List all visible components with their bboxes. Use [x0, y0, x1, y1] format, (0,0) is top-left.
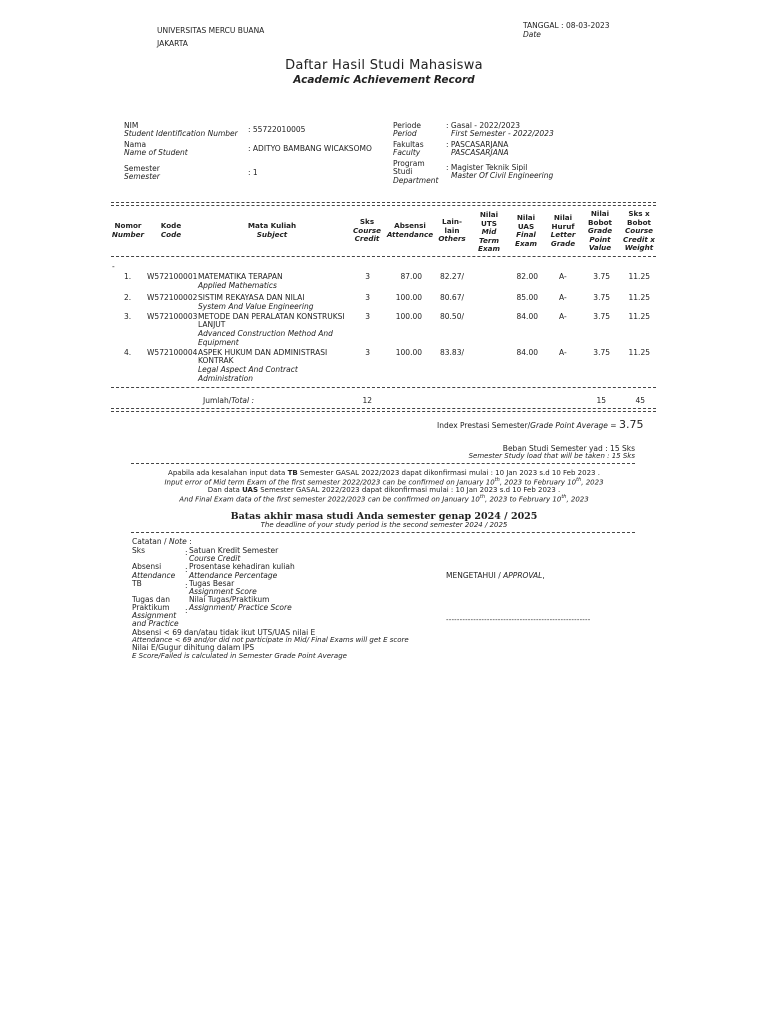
- header-text-en: Grade: [587, 226, 613, 235]
- row-subject: SISTIM REKAYASA DAN NILAI: [198, 293, 305, 302]
- notice-sup: th: [576, 477, 582, 483]
- header-text-en: Weight: [624, 243, 654, 252]
- row-number: 1.: [124, 272, 132, 281]
- row-credit: 3: [365, 272, 370, 281]
- row-letter: A-: [559, 348, 567, 357]
- note-term: Sks: [132, 546, 146, 555]
- notes-title: [132, 537, 192, 546]
- row-letter: A-: [559, 312, 567, 321]
- row-subject-en-line2: Administration: [198, 374, 254, 383]
- row-uas: 84.00: [516, 348, 538, 357]
- row-subject-line2: LANJUT: [198, 320, 226, 329]
- total-weight: 45: [635, 396, 645, 405]
- col-code-header: [150, 222, 192, 239]
- faculty-label-en: Faculty: [393, 148, 421, 157]
- notice-sup: th: [494, 477, 500, 483]
- notice-text: Input error of Mid term Exam of the first semester 2022/2023 can be confirmed on January 10: [164, 478, 495, 487]
- col-weight-header: [619, 210, 659, 253]
- notice-text: , 2023: [566, 495, 589, 504]
- total-credit: 12: [362, 396, 372, 405]
- semester-value: : 1: [248, 168, 258, 177]
- header-text-en: Exam: [515, 238, 537, 248]
- name-label-en: Name of Student: [124, 148, 188, 157]
- print-date: TANGGAL : 08-03-2023: [523, 21, 610, 30]
- row-others: 82.27/: [440, 272, 464, 281]
- header-text: Bobot: [588, 217, 612, 227]
- note-term: Absensi: [132, 562, 162, 571]
- note-definition-en: Course Credit: [189, 554, 241, 563]
- note-definition-en: Attendance Percentage: [189, 571, 278, 580]
- note-definition: Satuan Kredit Semester: [189, 546, 279, 555]
- study-load: Beban Studi Semester yad : 15 Sks: [502, 444, 635, 453]
- approval-signature-line: -----------------------------------------------------: [446, 616, 591, 624]
- total-label-text: Jumlah/: [203, 396, 232, 405]
- notice-rule: [131, 463, 635, 464]
- row-point: 3.75: [593, 272, 610, 281]
- note-rule-text-en: Attendance < 69 and/or did not participate in Mid/ Final Exams will get E score: [132, 636, 409, 644]
- approval-label-text: MENGETAHUI /: [446, 571, 504, 580]
- program-value: : Magister Teknik Sipil: [446, 163, 528, 172]
- row-subject: METODE DAN PERALATAN KONSTRUKSI: [198, 312, 345, 321]
- notice-line: [100, 486, 668, 494]
- faculty-label: Fakultas: [393, 140, 424, 149]
- study-load-en: Semester Study load that will be taken : 15 Sks: [468, 452, 635, 460]
- row-credit: 3: [365, 348, 370, 357]
- notice-line-en: [100, 494, 668, 503]
- row-uas: 82.00: [516, 272, 538, 281]
- notice-text: , 2023: [581, 478, 604, 487]
- notice-text: And Final Exam data of the first semester 2022/2023 can be confirmed on January 10: [179, 495, 480, 504]
- note-rule-text-en: E Score/Failed is calculated in Semester Grade Point Average: [132, 652, 347, 660]
- row-credit: 3: [365, 312, 370, 321]
- note-term-en: Attendance: [132, 571, 176, 580]
- header-text-en: Attendance: [386, 229, 434, 239]
- program-label-en: Department: [393, 176, 439, 185]
- header-text-en: Exam: [478, 244, 500, 253]
- print-date-en: Date: [523, 30, 541, 39]
- notes-title-text: Catatan /: [132, 537, 169, 546]
- note-definition-en: Assignment Score: [189, 587, 257, 596]
- gpa-line: [437, 418, 643, 431]
- table-header-rule: [111, 256, 656, 257]
- header-text: Nilai: [516, 213, 536, 222]
- note-colon: :: [185, 581, 188, 590]
- header-text: Nilai: [553, 213, 573, 222]
- total-label-en: Total :: [231, 396, 255, 405]
- header-text-en: Letter: [550, 230, 576, 239]
- header-text: Absensi: [394, 221, 426, 230]
- header-text: Nilai: [479, 210, 499, 219]
- notice-sup: th: [479, 494, 486, 500]
- row-letter: A-: [559, 272, 567, 281]
- header-text-en: Credit x: [623, 234, 655, 244]
- notice-text: , 2023 to February 10: [485, 495, 562, 504]
- program-value-en: Master Of Civil Engineering: [451, 171, 554, 180]
- notes-title-end: :: [186, 537, 192, 546]
- header-text: Nomor: [114, 221, 142, 230]
- notice-text: Semester GASAL 2022/2023 dapat dikonfirmasi mulai : 10 Jan 2023 s.d 10 Feb 2023 .: [258, 486, 561, 494]
- row-point: 3.75: [593, 293, 610, 302]
- row-subject-en-line2: Equipment: [198, 338, 239, 347]
- faculty-value: : PASCASARJANA: [446, 140, 509, 149]
- program-label-2: Studi: [393, 167, 413, 176]
- approval-label-end: ,: [542, 571, 545, 580]
- row-attendance: 100.00: [395, 312, 422, 321]
- header-text-en: Code: [160, 229, 182, 239]
- row-subject: ASPEK HUKUM DAN ADMINISTRASI: [198, 348, 328, 357]
- header-text: UTS: [481, 218, 497, 228]
- notice-text-bold: UAS: [242, 486, 259, 494]
- header-text-en: Point: [589, 234, 611, 244]
- header-text-en: Grade: [550, 238, 576, 248]
- notice-text-bold: TB: [287, 469, 298, 477]
- header-text: Kode: [160, 221, 182, 230]
- gpa-label: Index Prestasi Semester/: [437, 421, 531, 430]
- row-weight: 11.25: [628, 293, 650, 302]
- row-number: 2.: [124, 293, 132, 302]
- semester-label: Semester: [124, 164, 160, 173]
- row-subject-en: Advanced Construction Method And: [198, 329, 333, 338]
- row-subject-line2: KONTRAK: [198, 356, 234, 365]
- header-text: Mata Kuliah: [247, 221, 297, 230]
- name-label: Nama: [124, 140, 147, 149]
- row-code: W572100004: [147, 348, 198, 357]
- row-code: W572100001: [147, 272, 198, 281]
- row-letter: A-: [559, 293, 567, 302]
- note-definition: Nilai Tugas/Praktikum: [189, 595, 270, 604]
- header-text-en: Term: [479, 235, 499, 245]
- notice-line-en: [100, 477, 668, 486]
- period-label-en: Period: [393, 129, 417, 138]
- period-value-en: First Semester - 2022/2023: [451, 129, 554, 138]
- row-number: 4.: [124, 348, 132, 357]
- study-deadline-en: The deadline of your study period is the second semester 2024 / 2025: [260, 521, 508, 529]
- col-uts-header: [474, 211, 504, 254]
- row-weight: 11.25: [628, 348, 650, 357]
- header-text: Bobot: [627, 217, 651, 227]
- nim-label: NIM: [124, 121, 139, 130]
- page-subtitle: Academic Achievement Record: [293, 74, 475, 86]
- notes-title-en: Note: [168, 537, 187, 546]
- header-text: Sks x: [628, 209, 650, 218]
- row-others: 83.83/: [440, 348, 464, 357]
- col-credit-header: [350, 218, 384, 244]
- header-text-en: Course: [352, 225, 382, 235]
- row-subject: MATEMATIKA TERAPAN: [198, 272, 283, 281]
- col-letter-header: [547, 214, 579, 248]
- note-term-line2: Praktikum: [132, 603, 170, 612]
- note-definition: Prosentase kehadiran kuliah: [189, 562, 295, 571]
- row-number: 3.: [124, 312, 132, 321]
- header-text-en: Credit: [354, 234, 380, 243]
- period-label: Periode: [393, 121, 422, 130]
- note-term: TB: [132, 579, 142, 588]
- row-weight: 11.25: [628, 272, 650, 281]
- note-term: Tugas dan: [132, 595, 170, 604]
- period-value: : Gasal - 2022/2023: [446, 121, 521, 130]
- university-name: UNIVERSITAS MERCU BUANA: [157, 26, 265, 35]
- row-attendance: 100.00: [395, 348, 422, 357]
- row-uas: 84.00: [516, 312, 538, 321]
- row-attendance: 87.00: [400, 272, 422, 281]
- gpa-label-en: Grade Point Average =: [530, 421, 617, 430]
- header-text-en: Course: [624, 226, 654, 235]
- row-point: 3.75: [593, 312, 610, 321]
- col-subject-header: [230, 222, 314, 239]
- row-point: 3.75: [593, 348, 610, 357]
- note-definition-en: Assignment/ Practice Score: [189, 603, 292, 612]
- notice-line: [100, 469, 668, 477]
- row-attendance: 100.00: [395, 293, 422, 302]
- page-title: Daftar Hasil Studi Mahasiswa: [285, 58, 483, 73]
- notice-text: Dan data: [207, 486, 243, 494]
- row-credit: 3: [365, 293, 370, 302]
- row-code: W572100002: [147, 293, 198, 302]
- row-uas: 85.00: [516, 293, 538, 302]
- notice-text: , 2023 to February 10: [499, 478, 577, 487]
- header-text: Huruf: [551, 221, 575, 231]
- program-label: Program: [393, 159, 425, 168]
- header-text-en: Value: [588, 243, 612, 252]
- header-text-en: Mid: [481, 227, 497, 236]
- header-text: Sks: [359, 217, 375, 226]
- note-colon: :: [185, 606, 188, 615]
- row-others: 80.50/: [440, 312, 464, 321]
- table-top-rule: [111, 202, 656, 206]
- row-code: W572100003: [147, 312, 198, 321]
- nim-value: : 55722010005: [248, 125, 306, 134]
- name-value: : ADITYO BAMBANG WICAKSOMO: [248, 144, 372, 153]
- header-text: Lain-: [442, 217, 462, 226]
- note-term-en: Assignment: [132, 611, 177, 620]
- approval-label-en: APPROVAL: [503, 571, 543, 580]
- notice-text: Apabila ada kesalahan input data: [168, 469, 288, 477]
- gpa-value: 3.75: [618, 418, 644, 431]
- col-others-header: [436, 218, 468, 244]
- note-colon: :: [185, 548, 188, 557]
- total-label: [203, 396, 254, 405]
- row-subject-en: Applied Mathematics: [198, 281, 277, 290]
- row-others: 80.67/: [440, 293, 464, 302]
- col-point-header: [584, 210, 616, 253]
- row-weight: 11.25: [628, 312, 650, 321]
- study-deadline: Batas akhir masa studi Anda semester genap 2024 / 2025: [230, 511, 538, 522]
- approval-label: [446, 571, 545, 580]
- total-point: 15: [596, 396, 606, 405]
- table-dash-mark: -: [112, 262, 115, 271]
- faculty-value-en: PASCASARJANA: [451, 148, 509, 157]
- row-subject-en: System And Value Engineering: [198, 302, 314, 311]
- semester-label-en: Semester: [124, 172, 160, 181]
- notice-sup: th: [561, 494, 567, 500]
- header-text: Nilai: [590, 209, 610, 218]
- nim-label-en: Student Identification Number: [124, 129, 238, 138]
- table-total-rule: [111, 387, 656, 388]
- note-colon: :: [185, 565, 188, 574]
- city-name: JAKARTA: [157, 39, 188, 48]
- row-subject-en: Legal Aspect And Contract: [198, 365, 298, 374]
- col-attendance-header: [385, 222, 435, 239]
- note-term-en-line2: and Practice: [132, 619, 179, 628]
- header-text-en: Subject: [256, 229, 288, 239]
- header-text: lain: [444, 225, 460, 235]
- header-text-en: Number: [111, 229, 145, 239]
- notice-text: Semester GASAL 2022/2023 dapat dikonfirmasi mulai : 10 Jan 2023 s.d 10 Feb 2023 .: [297, 469, 600, 477]
- col-number-header: [106, 222, 150, 239]
- col-uas-header: [510, 214, 542, 248]
- note-definition: Tugas Besar: [189, 579, 235, 588]
- header-text-en: Final: [516, 230, 536, 239]
- header-text: UAS: [517, 221, 535, 231]
- table-bottom-rule: [111, 408, 656, 412]
- note-rule-text: Nilai E/Gugur dihitung dalam IPS: [132, 643, 255, 652]
- notes-rule: [131, 532, 635, 533]
- header-text-en: Others: [438, 234, 466, 243]
- note-rule-text: Absensi < 69 dan/atau tidak ikut UTS/UAS nilai E: [132, 628, 316, 637]
